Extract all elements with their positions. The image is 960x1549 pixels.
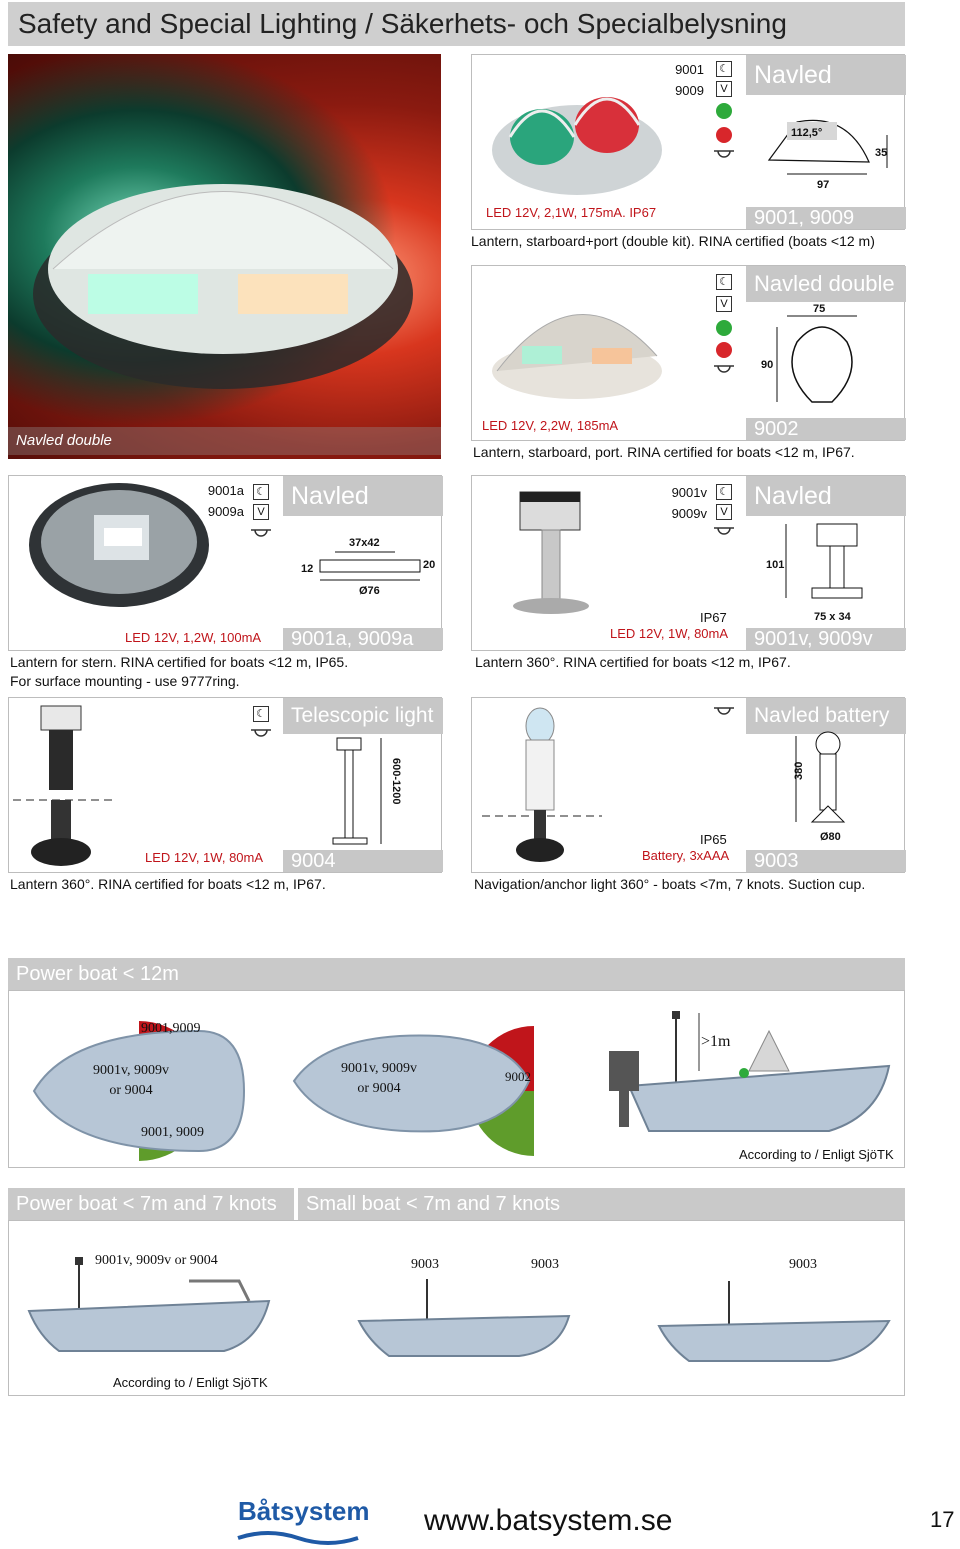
logo-wave-icon: [236, 1528, 360, 1546]
dimension-drawing: [757, 302, 902, 412]
dim-left: 12: [301, 563, 314, 575]
model-bar: 9001, 9009: [746, 207, 906, 229]
label-bottom: 9001, 9009: [141, 1125, 204, 1140]
dim-top: 37x42: [349, 537, 380, 549]
label-9002: 9002: [505, 1069, 531, 1084]
moon-icon: ☾: [716, 61, 732, 77]
spec-text: LED 12V, 1W, 80mA: [610, 626, 729, 641]
model-codes: 9001a 9009a: [207, 483, 244, 519]
mount-icon: [712, 524, 736, 540]
dim-angle: 112,5°: [791, 127, 823, 139]
telescopic-light-photo: [13, 702, 113, 870]
spec-text: LED 12V, 2,1W, 175mA. IP67: [486, 205, 657, 220]
dim-diameter: Ø76: [359, 585, 380, 597]
port-light-icon: [716, 342, 732, 358]
mount-icon: [712, 704, 736, 720]
dim-height: 101: [766, 559, 785, 571]
dim-right: 20: [423, 559, 436, 571]
dim-height: 35: [875, 147, 888, 159]
dimension-drawing: [285, 534, 443, 600]
navled-double-photo: [482, 276, 672, 406]
product-9001-box: [471, 54, 905, 230]
hero-caption: Navled double: [8, 427, 441, 455]
model-bar: 9004: [283, 850, 443, 872]
ip-rating: IP67: [700, 610, 727, 625]
v-icon: V: [716, 504, 732, 520]
label-bow-1: 9001v, 9009v or 9004: [92, 1063, 170, 1098]
label-9003-c: 9003: [789, 1257, 817, 1272]
ip-rating: IP65: [700, 832, 727, 847]
product-title: Telescopic light: [283, 698, 443, 734]
pole-lantern-photo: [492, 488, 652, 618]
boat-hull-side-view: [629, 1066, 889, 1131]
according-note: According to / Enligt SjöTK: [739, 1147, 894, 1162]
label-top: 9001,9009: [141, 1021, 201, 1036]
product-9002-box: [471, 265, 905, 441]
dimension-drawing: [329, 734, 419, 854]
product-title: Navled double: [746, 266, 906, 302]
product-9002-desc: Lantern, starboard, port. RINA certified for boats <12 m, IP67.: [473, 444, 855, 460]
spec-text: LED 12V, 1W, 80mA: [145, 850, 264, 865]
small-boat-hull: [359, 1316, 569, 1356]
brand-logo: Båtsystem: [238, 1496, 370, 1526]
small-boat-diagram: [9, 1221, 906, 1397]
according-note: According to / Enligt SjöTK: [113, 1375, 268, 1390]
label-height: >1m: [701, 1033, 731, 1050]
label-bow-2: 9001v, 9009v or 9004: [340, 1061, 418, 1096]
power-boat-hull: [29, 1301, 269, 1351]
product-9004-desc: Lantern 360°. RINA certified for boats <12 m, IP67.: [10, 876, 326, 892]
model-codes: 9001v 9009v: [671, 485, 707, 521]
product-9001v-desc: Lantern 360°. RINA certified for boats <12 m, IP67.: [475, 654, 791, 670]
dim-height: 600-1200: [390, 758, 402, 805]
model-bar: 9002: [746, 418, 906, 440]
mount-icon: [249, 726, 273, 742]
moon-icon: ☾: [716, 484, 732, 500]
dim-height: 90: [761, 359, 774, 371]
spec-text: Battery, 3xAAA: [642, 848, 730, 863]
product-9001a-desc: Lantern for stern. RINA certified for boats <12 m, IP65. For surface mounting - use 9777ring.: [10, 654, 349, 689]
model-bar: 9003: [746, 850, 906, 872]
dim-diameter: Ø80: [820, 831, 841, 843]
starboard-light-icon: [716, 103, 732, 119]
section-small-boat-7m-title: Small boat < 7m and 7 knots: [298, 1188, 905, 1220]
stern-lantern-photo: [19, 480, 209, 620]
mount-icon: [712, 362, 736, 378]
dimension-drawing: [757, 110, 902, 195]
product-9004-box: [8, 697, 442, 873]
spec-text: LED 12V, 1,2W, 100mA: [125, 630, 262, 645]
battery-light-photo: [482, 704, 602, 870]
dimension-drawing: [762, 518, 902, 628]
navled-lamp-illustration: [8, 54, 441, 459]
moon-icon: ☾: [253, 706, 269, 722]
double-lantern-photo: [482, 65, 672, 205]
label-9003-a: 9003: [411, 1257, 439, 1272]
dim-width: 75: [813, 303, 826, 315]
hero-photo: [8, 54, 441, 459]
outboard-motor: [609, 1051, 639, 1091]
small-boat-hull-2: [659, 1321, 889, 1361]
section-power-boat-12m-diagram: [8, 990, 905, 1168]
section-power-boat-12m-title: Power boat < 12m: [8, 958, 905, 990]
spec-text: LED 12V, 2,2W, 185mA: [482, 418, 619, 433]
page-number: 17: [930, 1507, 955, 1532]
page-title: Safety and Special Lighting / Säkerhets- och Specialbelysning: [8, 2, 905, 46]
mount-icon: [712, 147, 736, 163]
label-left: 9001v, 9009v or 9004: [95, 1253, 218, 1268]
v-icon: V: [716, 81, 732, 97]
dim-base: 75 x 34: [814, 611, 851, 623]
product-9001v-box: [471, 475, 905, 651]
model-codes: 9001 9009: [675, 62, 704, 98]
v-icon: V: [253, 504, 269, 520]
product-9001a-box: [8, 475, 442, 651]
starboard-light-icon: [716, 320, 732, 336]
product-9003-desc: Navigation/anchor light 360° - boats <7m, 7 knots. Suction cup.: [474, 876, 866, 892]
section-7m-diagram: [8, 1220, 905, 1396]
moon-icon: ☾: [716, 274, 732, 290]
dim-width: 97: [817, 179, 830, 191]
port-light-icon: [716, 127, 732, 143]
product-9001-desc: Lantern, starboard+port (double kit). RINA certified (boats <12 m): [471, 233, 875, 249]
mount-icon: [249, 526, 273, 542]
product-title: Navled: [283, 476, 443, 516]
model-bar: 9001v, 9009v: [746, 628, 906, 650]
product-title: Navled: [746, 55, 906, 95]
dim-height: 380: [793, 761, 805, 780]
product-title: Navled battery: [746, 698, 906, 734]
dimension-drawing: [772, 730, 902, 850]
product-9003-box: [471, 697, 905, 873]
section-power-boat-7m-title: Power boat < 7m and 7 knots: [8, 1188, 294, 1220]
model-bar: 9001a, 9009a: [283, 628, 443, 650]
website-url[interactable]: www.batsystem.se: [424, 1504, 673, 1537]
label-9003-b: 9003: [531, 1257, 559, 1272]
moon-icon: ☾: [253, 484, 269, 500]
product-title: Navled: [746, 476, 906, 516]
v-icon: V: [716, 296, 732, 312]
